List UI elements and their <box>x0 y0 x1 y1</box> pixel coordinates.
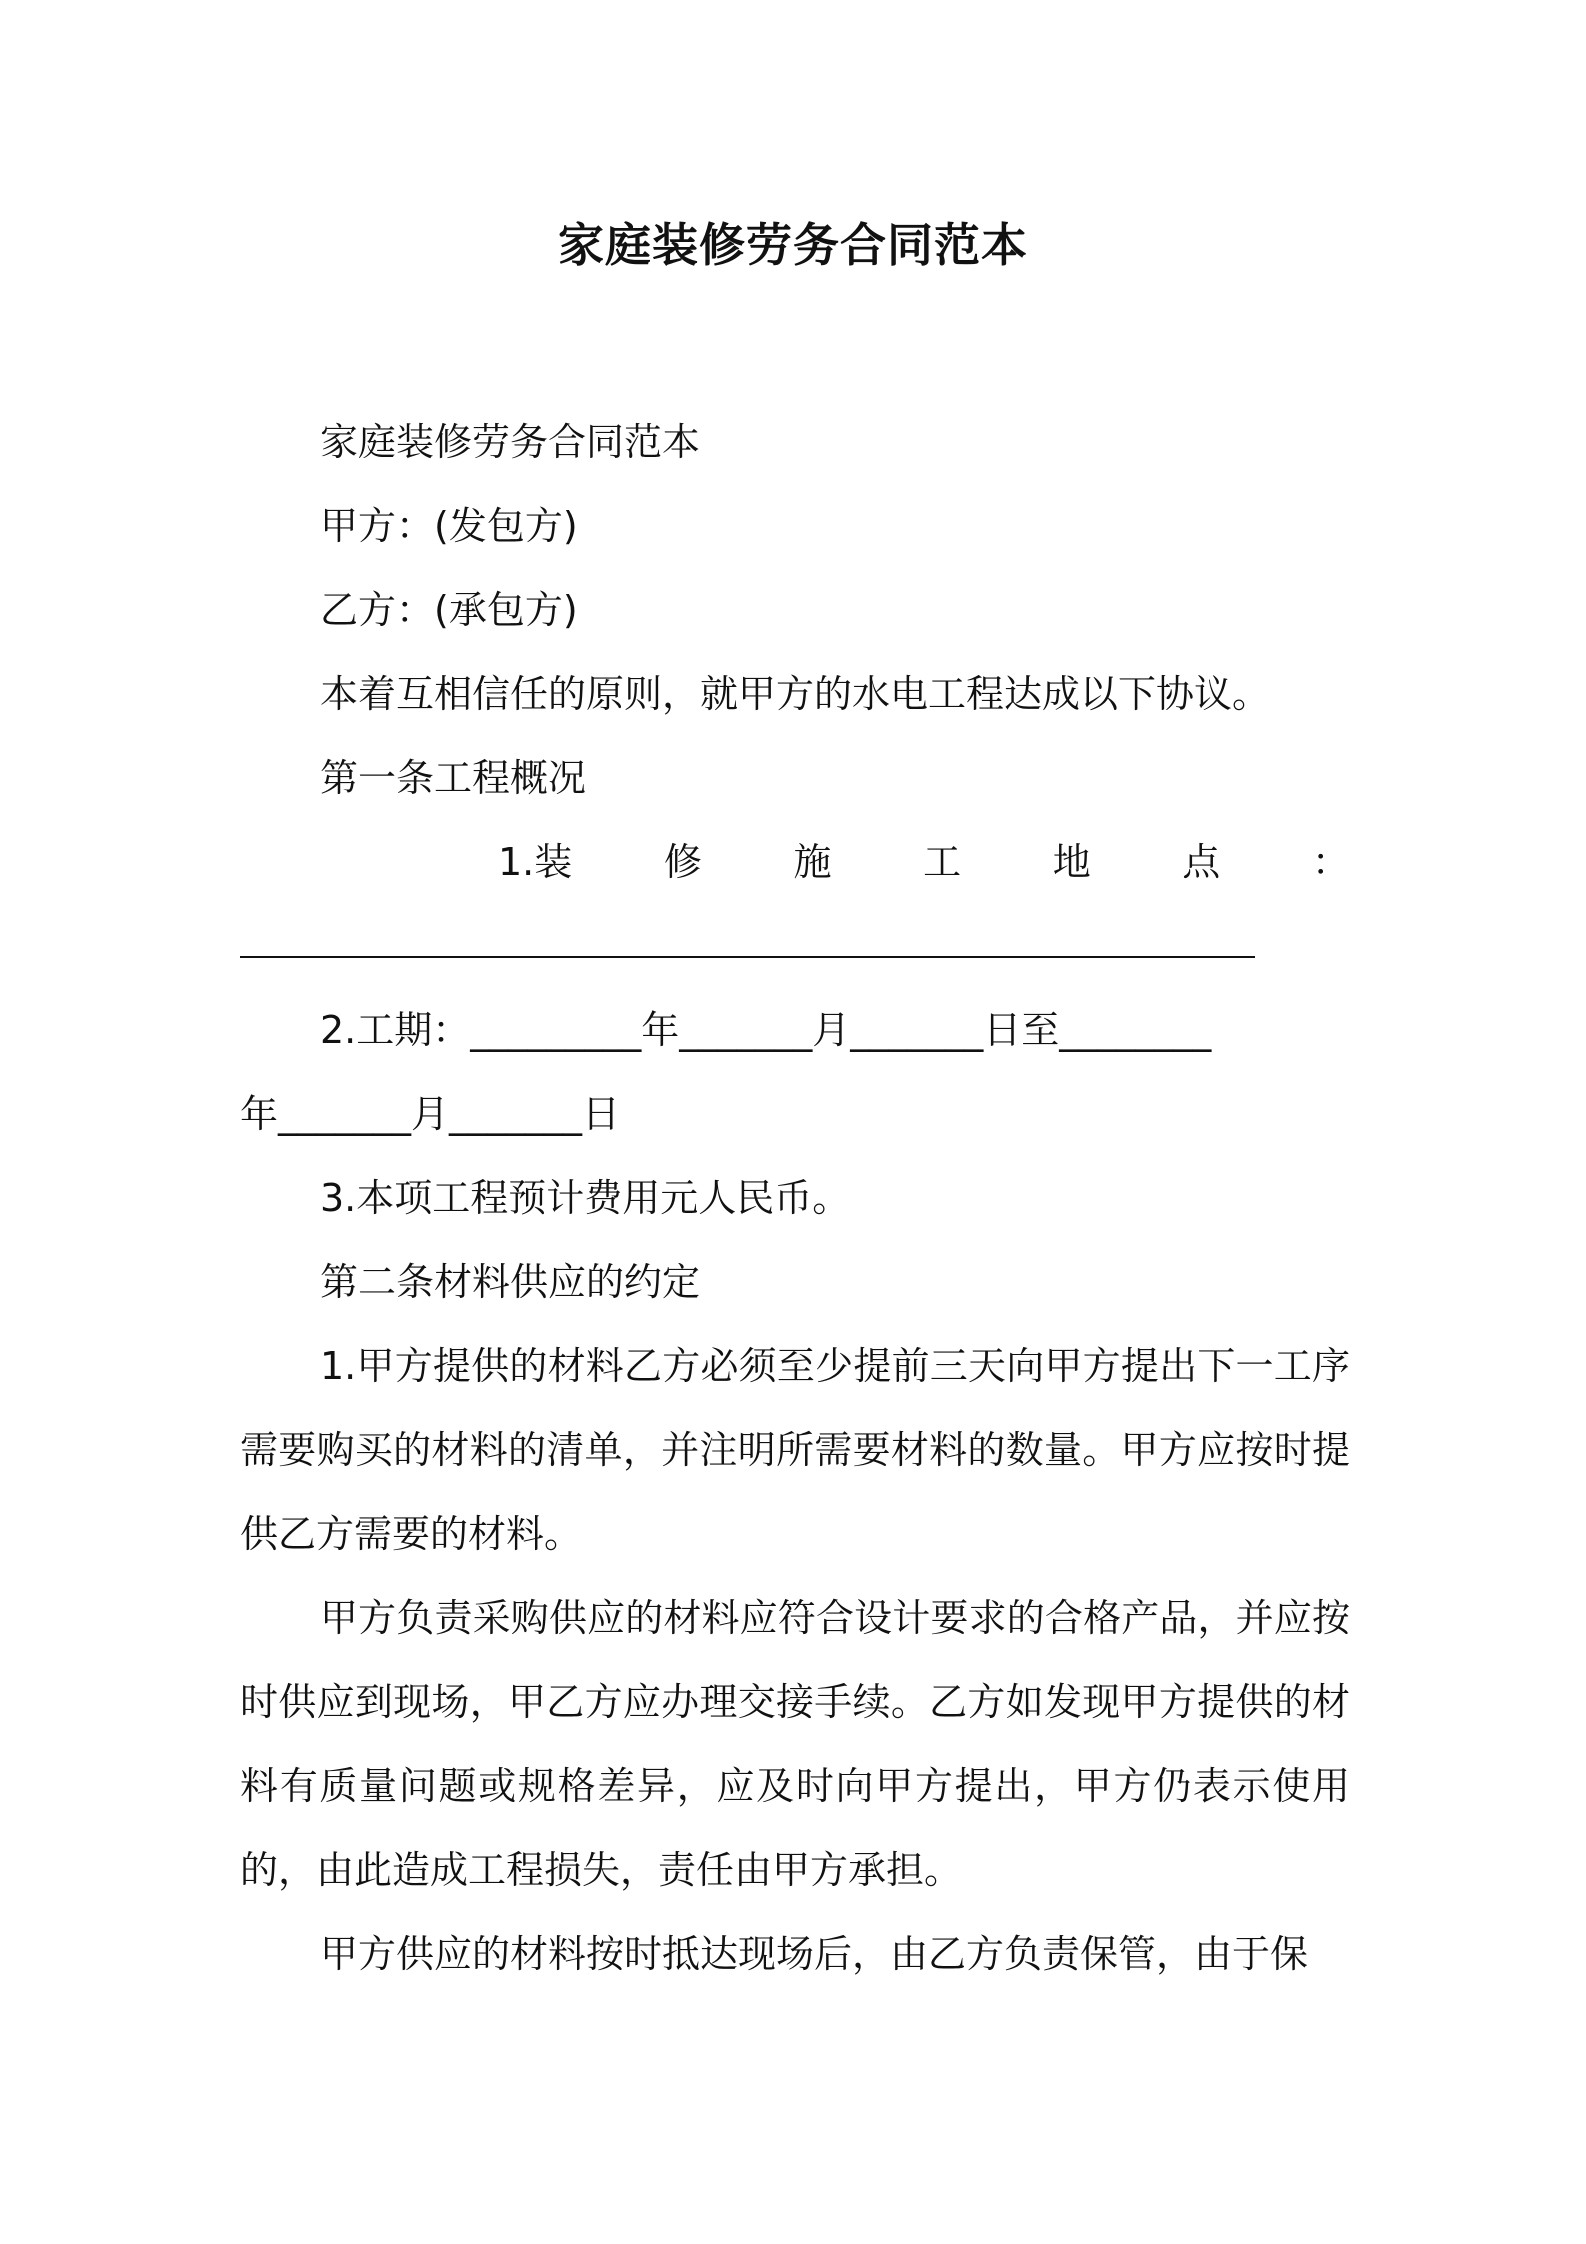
material-paragraph-2: 甲方负责采购供应的材料应符合设计要求的合格产品，并应按时供应到现场，甲乙方应办理交接手续。乙方如发现甲方提供的材料有质量问题或规格差异，应及时向甲方提出，甲方仍表示使用的，由此造成工程损失，责任由甲方承担。 <box>240 1596 1350 1892</box>
site-char: 地 <box>1052 840 1091 884</box>
party-b-line: 乙方：(承包方) <box>320 588 578 632</box>
underline-rule <box>240 956 1255 958</box>
site-char: ： <box>1311 840 1350 884</box>
material-paragraph-1: 1.甲方提供的材料乙方必须至少提前三天向甲方提出下一工序需要购买的材料的清单，并注明所需要材料的数量。甲方应按时提供乙方需要的材料。 <box>240 1344 1350 1556</box>
site-char: 施 <box>793 840 832 884</box>
period-line-1: 2.工期：_________年_______月_______日至________ <box>320 1008 1212 1052</box>
cost-line: 3.本项工程预计费用元人民币。 <box>320 1176 851 1220</box>
subtitle-line: 家庭装修劳务合同范本 <box>320 420 701 464</box>
site-blank-line <box>240 904 1350 988</box>
site-char: 工 <box>923 840 962 884</box>
site-char: 修 <box>663 840 702 884</box>
site-location-line <box>240 820 1350 904</box>
site-char: 点 <box>1182 840 1221 884</box>
article-1-heading: 第一条工程概况 <box>320 756 587 800</box>
intro-line: 本着互相信任的原则，就甲方的水电工程达成以下协议。 <box>320 672 1271 716</box>
article-2-heading: 第二条材料供应的约定 <box>320 1260 701 1304</box>
document-body <box>240 400 1350 1996</box>
period-line-2: 年_______月_______日 <box>240 1092 621 1136</box>
party-a-line: 甲方：(发包方) <box>320 504 578 548</box>
material-paragraph-3: 甲方供应的材料按时抵达现场后，由乙方负责保管，由于保 <box>320 1932 1309 1976</box>
site-char: 1.装 <box>498 840 573 884</box>
document-title: 家庭装修劳务合同范本 <box>558 218 1028 272</box>
